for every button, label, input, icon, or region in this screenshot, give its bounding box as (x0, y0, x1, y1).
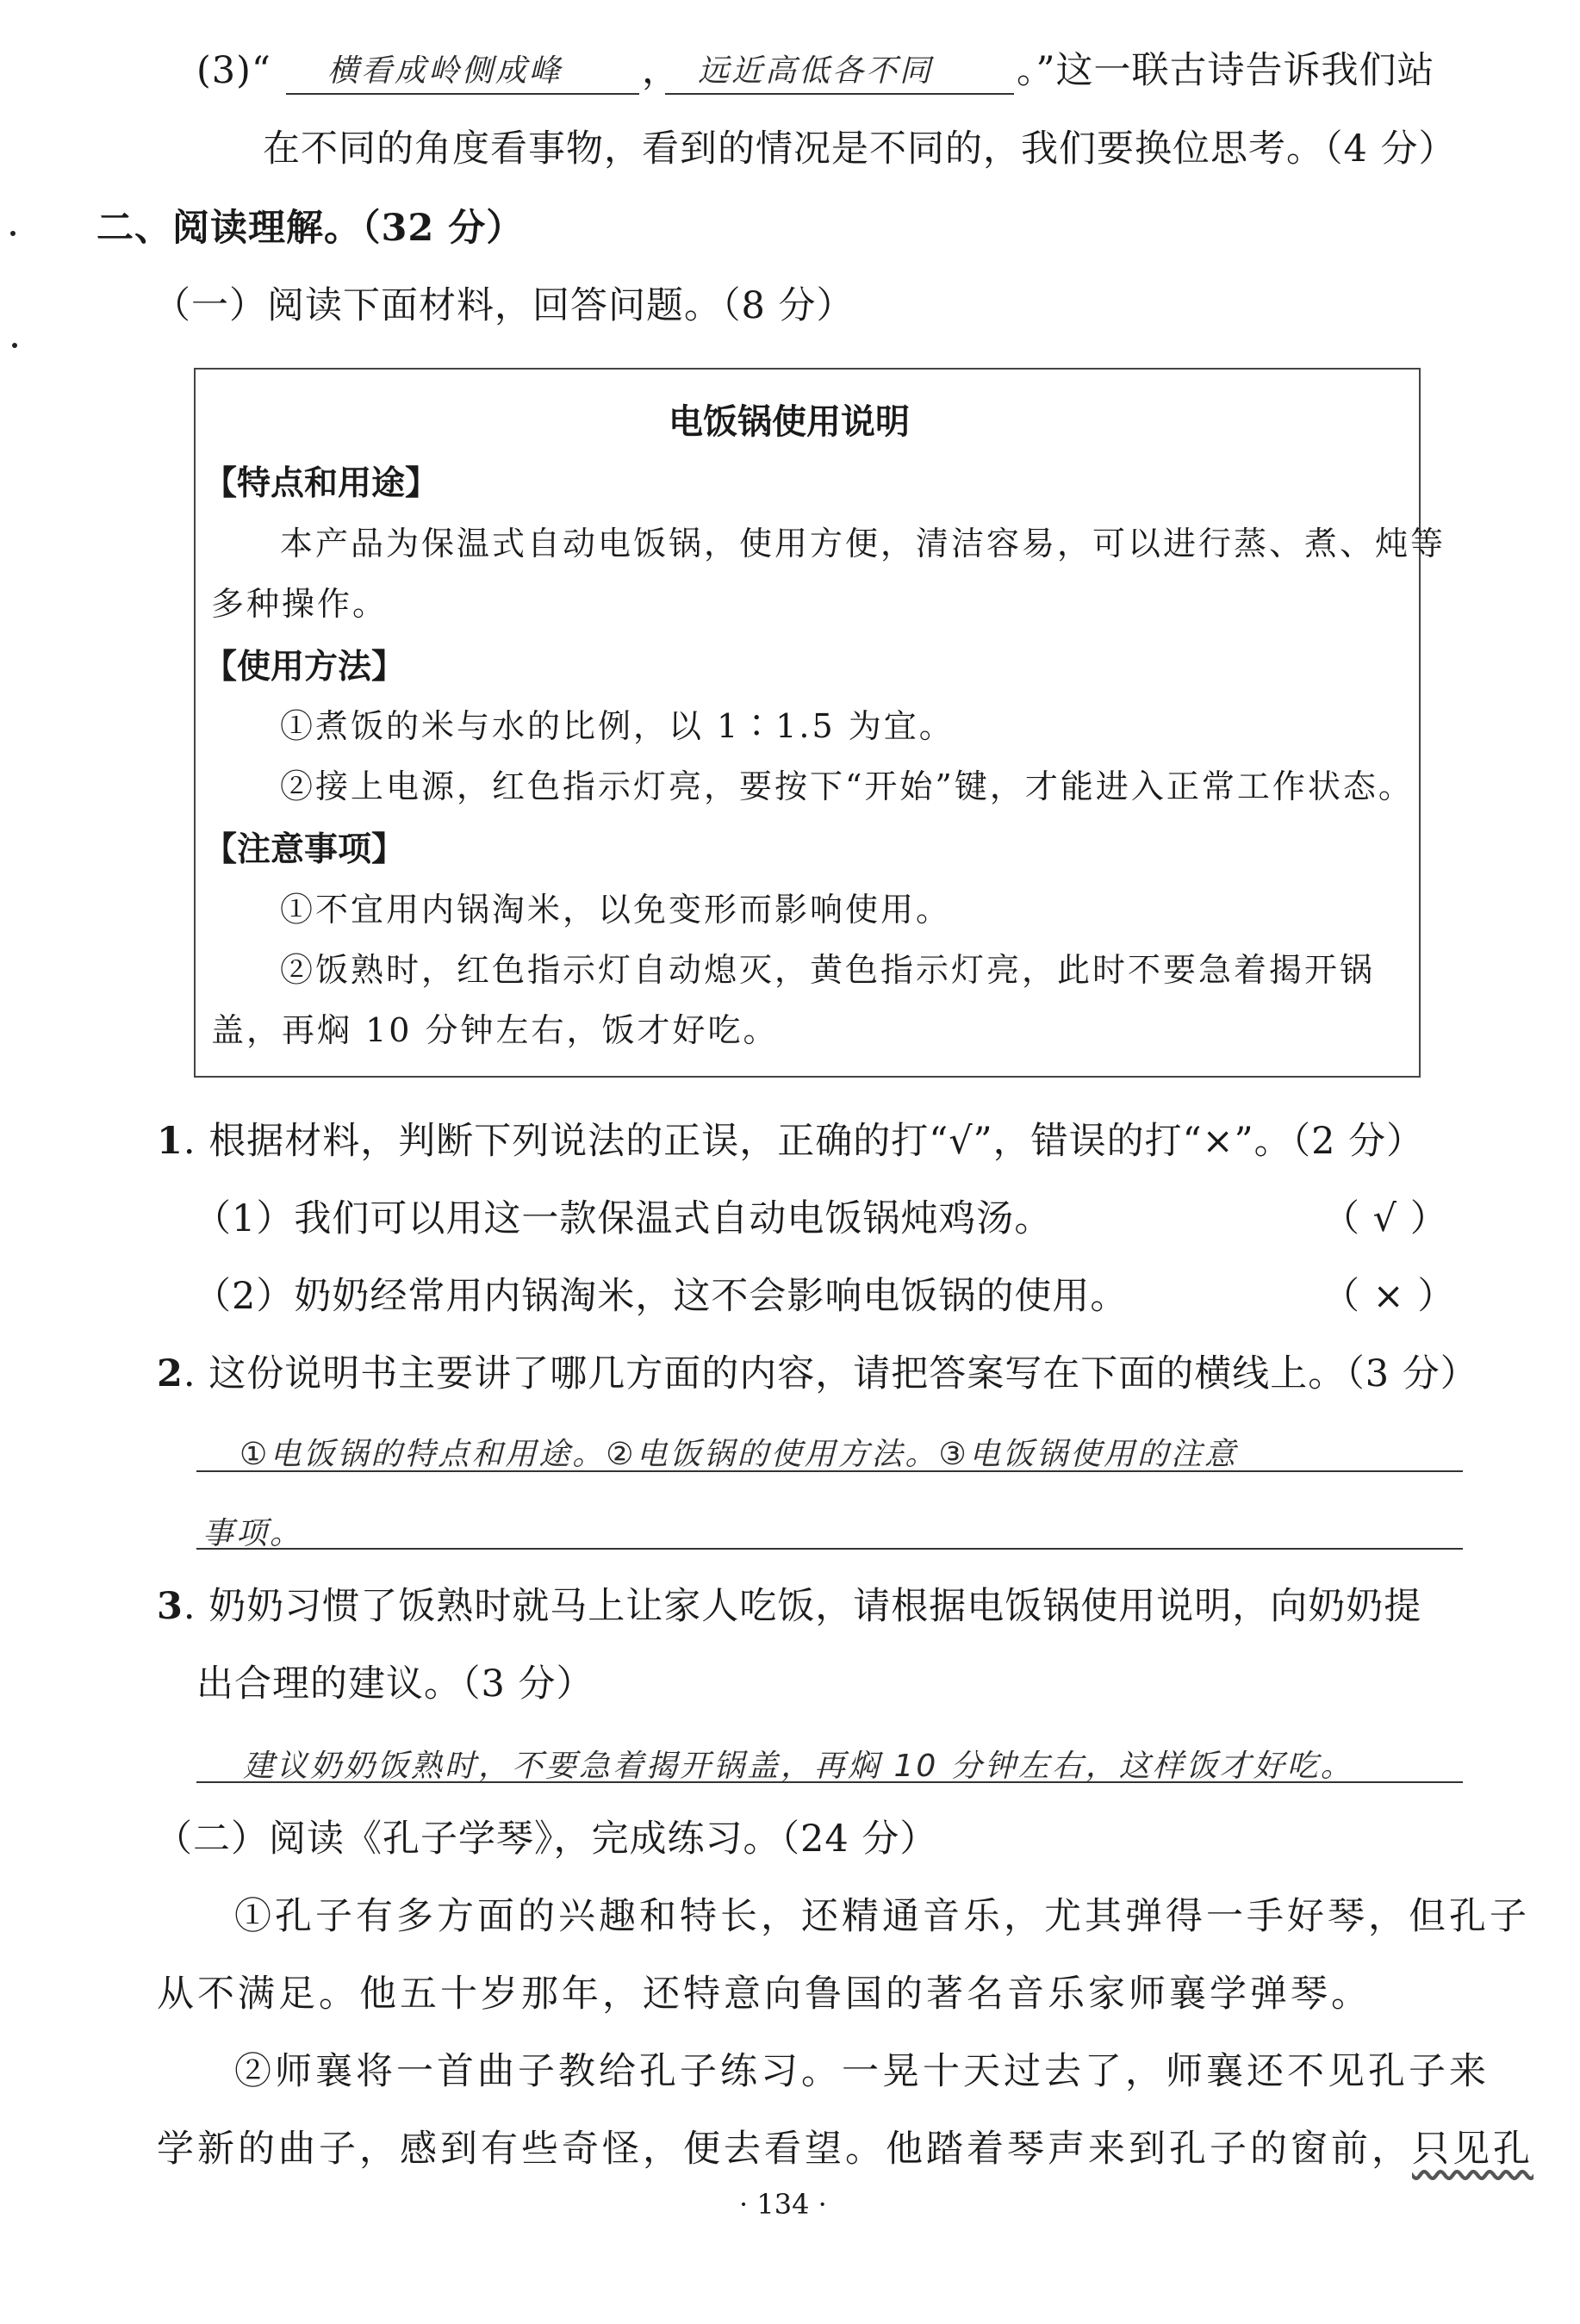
question-2-answer-line-2: 事项。 (202, 1516, 304, 1551)
answer-line (196, 1470, 1463, 1472)
q3-fill-answer-1: 横看成岭侧成峰 (327, 53, 563, 89)
passage-paragraph-2-text: 学新的曲子，感到有些奇怪，便去看望。他踏着琴声来到孔子的窗前， (157, 2128, 1412, 2171)
margin-mark (12, 343, 17, 348)
q3-fill-suffix: 。”这一联古诗告诉我们站 (1017, 49, 1435, 92)
question-2-answer-line-1: ①电饭锅的特点和用途。②电饭锅的使用方法。③电饭锅使用的注意 (239, 1437, 1238, 1472)
part1-title: （一）阅读下面材料，回答问题。（8 分） (153, 284, 855, 327)
q3-fill-line2: 在不同的角度看事物，看到的情况是不同的，我们要换位思考。（4 分） (263, 127, 1457, 171)
question-1-statement-1: （1）我们可以用这一款保温式自动电饭锅炖鸡汤。 (194, 1197, 1053, 1240)
question-1-statement-2: （2）奶奶经常用内锅淘米，这不会影响电饭锅的使用。 (194, 1275, 1129, 1318)
passage-paragraph-1-cont: 从不满足。他五十岁那年，还特意向鲁国的著名音乐家师襄学弹琴。 (157, 1973, 1372, 2016)
manual-features-text: 本产品为保温式自动电饭锅，使用方便，清洁容易，可以进行蒸、煮、炖等 (280, 525, 1446, 562)
q3-fill-blank-1-line (286, 93, 639, 95)
q3-fill-sep: ， (642, 49, 680, 92)
manual-usage-2: ②接上电源，红色指示灯亮，要按下“开始”键，才能进入正常工作状态。 (280, 767, 1414, 805)
q3-fill-answer-2: 远近高低各不同 (698, 53, 934, 89)
manual-note-1: ①不宜用内锅淘米，以免变形而影响使用。 (280, 891, 952, 929)
question-3-number: 3 (157, 1585, 184, 1628)
question-3-answer: 建议奶奶饭熟时，不要急着揭开锅盖，再焖 10 分钟左右，这样饭才好吃。 (243, 1749, 1354, 1784)
question-3-text-2: 出合理的建议。（3 分） (196, 1662, 594, 1706)
manual-features-text-2: 多种操作。 (211, 585, 389, 623)
part2-title: （二）阅读《孔子学琴》，完成练习。（24 分） (155, 1818, 938, 1861)
question-1 (157, 1115, 1424, 1167)
question-1-number: 1 (157, 1120, 184, 1163)
q3-fill-prefix: (3)“ (196, 49, 271, 92)
margin-mark (10, 231, 16, 236)
question-1-text: . 根据材料，判断下列说法的正误，正确的打“√”，错误的打“×”。（2 分） (183, 1120, 1425, 1163)
question-3-text: . 奶奶习惯了饭熟时就马上让家人吃饭，请根据电饭锅使用说明，向奶奶提 (183, 1585, 1422, 1628)
manual-usage-1: ①煮饭的米与水的比例，以 1∶1.5 为宜。 (280, 707, 955, 745)
manual-note-2: ②饭熟时，红色指示灯自动熄灭，黄色指示灯亮，此时不要急着揭开锅 (280, 951, 1376, 989)
answer-line (196, 1781, 1463, 1783)
section2-title: 二、阅读理解。（32 分） (96, 207, 525, 250)
q3-fill-blank-2-line (665, 93, 1014, 95)
question-1-answer-2: （ × ） (1322, 1275, 1456, 1318)
passage-paragraph-2: ②师襄将一首曲子教给孔子练习。一晃十天过去了，师襄还不见孔子来 (234, 2050, 1490, 2093)
page-number: · 134 · (739, 2188, 827, 2221)
manual-title: 电饭锅使用说明 (669, 402, 910, 442)
question-1-answer-1: （ √ ） (1322, 1197, 1448, 1240)
question-2 (157, 1348, 1478, 1400)
wavy-underlined-text: 只见孔 (1412, 2128, 1533, 2171)
question-3 (157, 1581, 1421, 1632)
answer-line (196, 1548, 1463, 1550)
manual-heading-notes: 【注意事项】 (203, 830, 406, 869)
question-2-number: 2 (157, 1352, 184, 1395)
passage-paragraph-2-cont (157, 2123, 1533, 2175)
passage-paragraph-1: ①孔子有多方面的兴趣和特长，还精通音乐，尤其弹得一手好琴，但孔子 (234, 1895, 1530, 1938)
manual-note-2b: 盖，再焖 10 分钟左右，饭才好吃。 (211, 1011, 779, 1049)
manual-heading-usage: 【使用方法】 (203, 648, 406, 687)
question-2-text: . 这份说明书主要讲了哪几方面的内容，请把答案写在下面的横线上。（3 分） (183, 1352, 1478, 1395)
manual-heading-features: 【特点和用途】 (203, 464, 439, 503)
